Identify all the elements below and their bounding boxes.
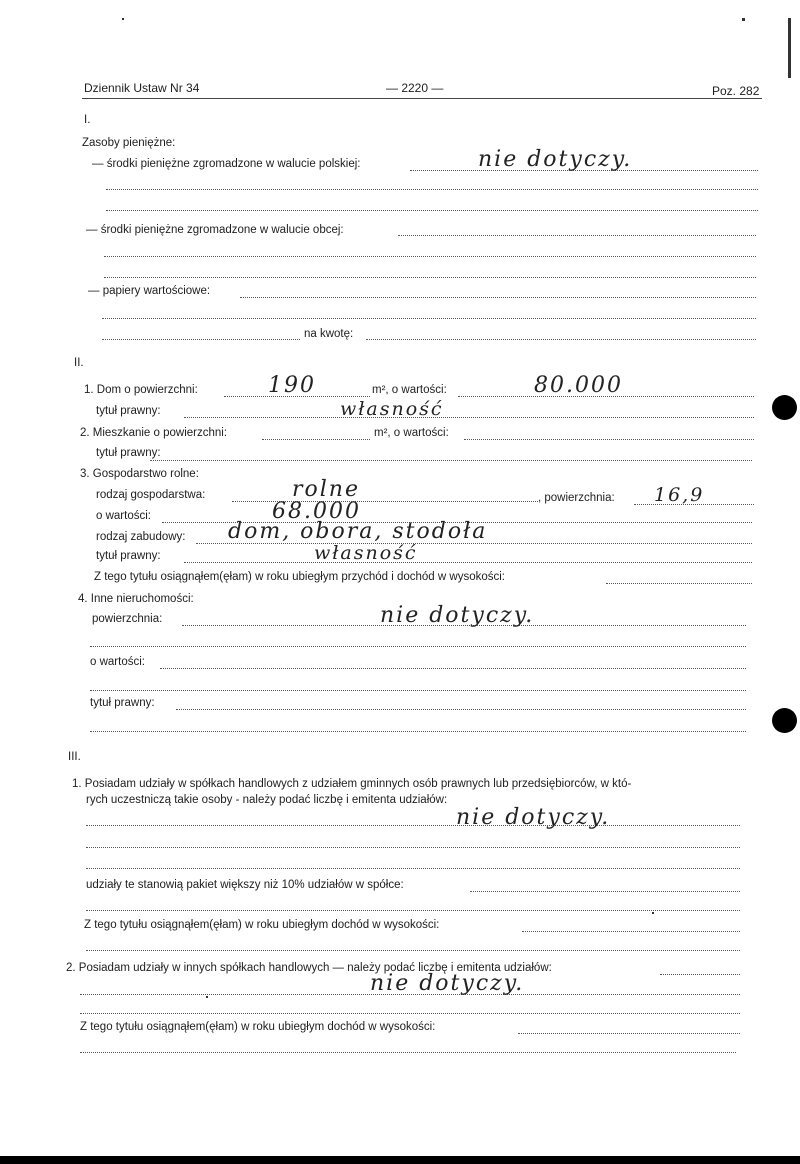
page-number: — 2220 — bbox=[386, 81, 444, 95]
farm-title-label: tytuł prawny: bbox=[96, 550, 161, 562]
shares-other-income-line-2[interactable] bbox=[80, 1052, 736, 1053]
shares-municipal-question-line-2: rych uczestniczą takie osoby - należy podać liczbę i emitenta udziałów: bbox=[86, 794, 448, 806]
punch-hole-top bbox=[772, 395, 797, 420]
securities-line-3[interactable] bbox=[102, 339, 300, 340]
shares-municipal-income-label: Z tego tytułu osiągnąłem(ęłam) w roku ubiegłym dochód w wysokości: bbox=[84, 919, 440, 931]
punch-hole-bottom bbox=[772, 708, 797, 733]
other-title-field[interactable] bbox=[176, 709, 746, 710]
farm-type-label: rodzaj gospodarstwa: bbox=[96, 489, 206, 501]
flat-area-field[interactable] bbox=[262, 439, 370, 440]
other-title-line-2[interactable] bbox=[90, 731, 746, 732]
shares-other-value: nie dotyczy. bbox=[370, 971, 525, 996]
farm-buildings-label: rodzaj zabudowy: bbox=[96, 531, 186, 543]
scan-bottom-edge bbox=[0, 1156, 800, 1164]
section-1-heading: Zasoby pieniężne: bbox=[82, 137, 176, 149]
foreign-funds-label: — środki pieniężne zgromadzone w walucie obcej: bbox=[86, 224, 344, 236]
house-area-value: 190 bbox=[268, 373, 316, 398]
house-label: 1. Dom o powierzchni: bbox=[84, 384, 198, 396]
amount-label: na kwotę: bbox=[304, 328, 354, 340]
shares-municipal-income-field[interactable] bbox=[522, 931, 740, 932]
shares-municipal-question-line-1: 1. Posiadam udziały w spółkach handlowych z udziałem gminnych osób prawnych lub przedsiębiorców, w któ- bbox=[72, 778, 632, 790]
other-area-line-2[interactable] bbox=[90, 646, 746, 647]
flat-title-field[interactable] bbox=[150, 460, 752, 461]
house-title-field[interactable] bbox=[184, 417, 754, 418]
shares-other-income-label: Z tego tytułu osiągnąłem(ęłam) w roku ubiegłym dochód w wysokości: bbox=[80, 1021, 436, 1033]
scan-speck bbox=[742, 18, 745, 21]
other-area-value: nie dotyczy. bbox=[380, 603, 535, 628]
section-1-numeral: I. bbox=[84, 114, 91, 126]
flat-title-label: tytuł prawny: bbox=[96, 447, 161, 459]
section-3-numeral: III. bbox=[68, 751, 81, 763]
shares-packet-field[interactable] bbox=[470, 891, 740, 892]
farm-area-label: , powierzchnia: bbox=[538, 492, 615, 504]
farm-buildings-value: dom, obora, stodoła bbox=[228, 519, 488, 544]
house-title-value: własność bbox=[340, 398, 444, 420]
scan-edge-mark bbox=[788, 18, 791, 78]
pln-funds-value: nie dotyczy. bbox=[478, 147, 633, 172]
flat-unit-label: m², o wartości: bbox=[374, 427, 449, 439]
farm-title-field[interactable] bbox=[184, 562, 752, 563]
farm-title-value: własność bbox=[314, 542, 418, 564]
other-property-label: 4. Inne nieruchomości: bbox=[78, 593, 194, 605]
flat-value-field[interactable] bbox=[464, 439, 754, 440]
other-value-label: o wartości: bbox=[90, 656, 145, 668]
journal-title: Dziennik Ustaw Nr 34 bbox=[84, 81, 200, 95]
house-title-label: tytuł prawny: bbox=[96, 405, 161, 417]
shares-other-income-field[interactable] bbox=[518, 1033, 740, 1034]
shares-other-question: 2. Posiadam udziały w innych spółkach handlowych — należy podać liczbę i emitenta udziałów: bbox=[66, 962, 552, 974]
header-rule bbox=[82, 98, 762, 99]
other-value-field[interactable] bbox=[160, 668, 746, 669]
farm-value: 68.000 bbox=[272, 499, 361, 524]
shares-municipal-line-3[interactable] bbox=[86, 868, 740, 869]
farm-type-value: rolne bbox=[292, 477, 360, 502]
other-value-line-2[interactable] bbox=[90, 690, 746, 691]
pln-funds-label: — środki pieniężne zgromadzone w walucie polskiej: bbox=[92, 158, 361, 170]
shares-packet-line-2[interactable] bbox=[86, 910, 740, 911]
shares-municipal-income-line-2[interactable] bbox=[86, 950, 740, 951]
shares-municipal-field[interactable] bbox=[86, 825, 740, 826]
pln-funds-line-2[interactable] bbox=[106, 189, 758, 190]
farm-area-value: 16,9 bbox=[654, 484, 705, 506]
securities-label: — papiery wartościowe: bbox=[88, 285, 211, 297]
other-title-label: tytuł prawny: bbox=[90, 697, 155, 709]
shares-municipal-line-2[interactable] bbox=[86, 847, 740, 848]
section-2-numeral: II. bbox=[74, 357, 84, 369]
foreign-funds-line-3[interactable] bbox=[104, 277, 756, 278]
foreign-funds-line-2[interactable] bbox=[104, 256, 756, 257]
amount-field[interactable] bbox=[366, 339, 756, 340]
house-value: 80.000 bbox=[534, 373, 623, 398]
foreign-funds-field[interactable] bbox=[398, 235, 756, 236]
other-area-label: powierzchnia: bbox=[92, 613, 163, 625]
shares-other-line-3[interactable] bbox=[80, 1013, 740, 1014]
farm-label: 3. Gospodarstwo rolne: bbox=[80, 468, 199, 480]
shares-packet-label: udziały te stanowią pakiet większy niż 10% udziałów w spółce: bbox=[86, 879, 404, 891]
securities-line-2[interactable] bbox=[102, 318, 756, 319]
scan-speck bbox=[652, 912, 654, 914]
pln-funds-line-3[interactable] bbox=[106, 210, 758, 211]
farm-value-label: o wartości: bbox=[96, 510, 151, 522]
securities-field[interactable] bbox=[240, 297, 756, 298]
house-unit-label: m², o wartości: bbox=[372, 384, 447, 396]
farm-income-label: Z tego tytułu osiągnąłem(ęłam) w roku ubiegłym przychód i dochód w wysokości: bbox=[94, 571, 505, 583]
shares-other-field[interactable] bbox=[660, 974, 740, 975]
farm-income-field[interactable] bbox=[606, 583, 752, 584]
scan-speck bbox=[122, 18, 124, 20]
position-number: Poz. 282 bbox=[712, 84, 760, 98]
shares-municipal-value: nie dotyczy. bbox=[456, 805, 611, 830]
flat-label: 2. Mieszkanie o powierzchni: bbox=[80, 427, 228, 439]
scan-speck bbox=[206, 996, 208, 998]
